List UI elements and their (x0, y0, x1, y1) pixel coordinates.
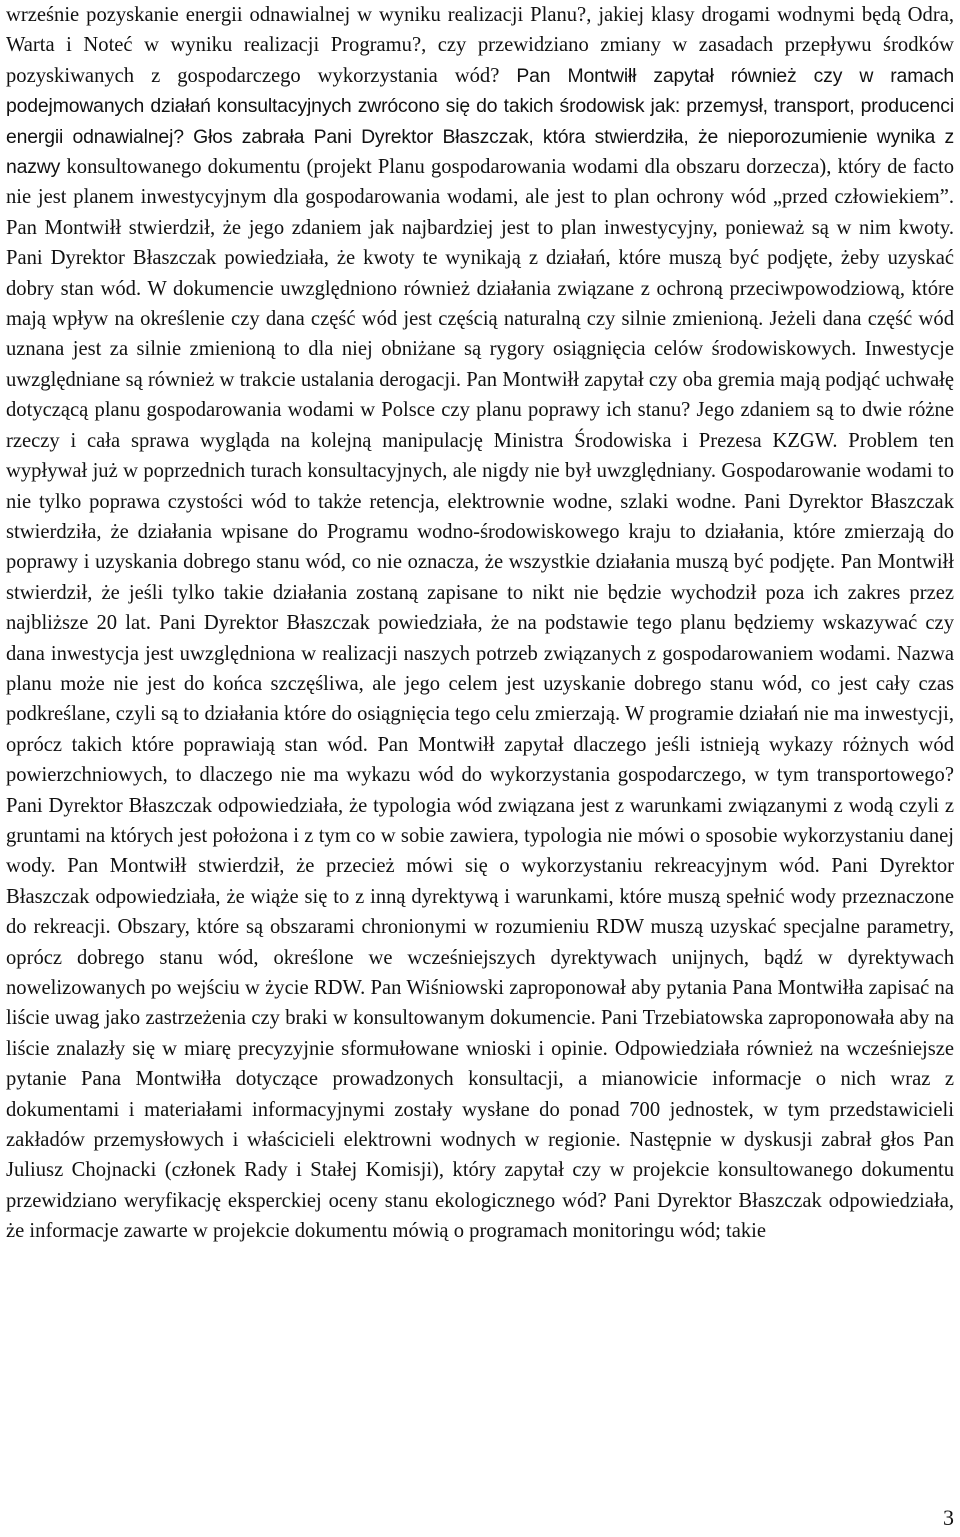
page-number: 3 (943, 1505, 954, 1530)
text-segment-intro: wrześnie pozyskanie energii odnawialnej w wyniku realizacji Planu?, jakiej klasy drogami wodnymi będą Odra, Warta i Noteć w wyniku realizacji Programu?, czy przewidziano zmiany w zasadach przepływu środków pozyskiwanych z gospodarczego wykorzystania wód? (6, 4, 954, 87)
paragraph (6, 0, 954, 1247)
text-segment-main: konsultowanego dokumentu (projekt Planu gospodarowania wodami dla obszaru dorzecza), który de facto nie jest planem inwestycyjnym dla gospodarowania wodami, ale jest to plan ochrony wód „przed człowiekiem”. Pan Montwiłł stwierdził, że jego zdaniem jak najbardziej jest to plan inwestycyjny, ponieważ są w nim kwoty. Pani Dyrektor Błaszczak powiedziała, że kwoty te wynikają z działań, które muszą być podjęte, żeby uzyskać dobry stan wód. W dokumencie uwzględniono również działania związane z ochroną przeciwpowodziową, które mają wpływ na określenie czy dana część wód jest częścią naturalną czy silnie zmienioną. Jeżeli dana część wód uznana jest za silnie zmienioną to dla niej obniżane są rygory osiągnięcia celów środowiskowych. Inwestycje uwzględniane są również w trakcie ustalania derogacji. Pan Montwiłł zapytał czy oba gremia mają podjąć uchwałę dotyczącą planu gospodarowania wodami w Polsce czy planu poprawy ich stanu? Jego zdaniem są to dwie różne rzeczy i cała sprawa wygląda na kolejną manipulację Ministra Środowiska i Prezesa KZGW. Problem ten wypływał już w poprzednich turach konsultacyjnych, ale nigdy nie był uwzględniany. Gospodarowanie wodami to nie tylko poprawa czystości wód to także retencja, elektrownie wodne, szlaki wodne. Pani Dyrektor Błaszczak stwierdziła, że działania wpisane do Programu wodno-środowiskowego kraju to działania, które zmierzają do poprawy i uzyskania dobrego stanu wód, co nie oznacza, że wszystkie działania muszą być podjęte. Pan Montwiłł stwierdził, że jeśli tylko takie działania zostaną zapisane to nikt nie będzie wychodził poza ich zakres przez najbliższe 20 lat. Pani Dyrektor Błaszczak powiedziała, że na podstawie tego planu będziemy wskazywać czy dana inwestycja jest uwzględniona w realizacji naszych potrzeb związanych z gospodarowaniem wodami. Nazwa planu może nie jest do końca szczęśliwa, ale jego celem jest uzyskanie dobrego stanu wód, co jest cały czas podkreślane, czyli są to działania które do osiągnięcia tego celu zmierzają. W programie działań nie ma inwestycji, oprócz takich które poprawiają stan wód. Pan Montwiłł zapytał dlaczego jeśli istnieją wykazy różnych wód powierzchniowych, to dlaczego nie ma wykazu wód do wykorzystania gospodarczego, w tym transportowego? Pani Dyrektor Błaszczak odpowiedziała, że typologia wód związana jest z warunkami związanymi z wodą czyli z gruntami na których jest położona i z tym co w sobie zawiera, typologia nie mówi o sposobie wykorzystaniu danej wody. Pan Montwiłł stwierdził, że przecież mówi się o wykorzystaniu rekreacyjnym wód. Pani Dyrektor Błaszczak odpowiedziała, że wiąże się to z inną dyrektywą i warunkami, które muszą spełnić wody przeznaczone do rekreacji. Obszary, które są obszarami chronionymi w rozumieniu RDW muszą uzyskać specjalne parametry, oprócz dobrego stanu wód, określone we wcześniejszych dyrektywach unijnych, bądź w dyrektywach nowelizowanych po wejściu w życie RDW. Pan Wiśniowski zaproponował aby pytania Pana Montwiłła zapisać na liście uwag jako zastrzeżenia czy braki w konsultowanym dokumencie. Pani Trzebiatowska zaproponowała aby na liście znalazły się w miarę precyzyjnie sformułowane wnioski i opinie. Odpowiedziała również na wcześniejsze pytanie Pana Montwiłła dotyczące prowadzonych konsultacji, a mianowicie informacje o nich wraz z dokumentami i materiałami informacyjnymi zostały wysłane do ponad 700 jednostek, w tym przedstawicieli zakładów przemysłowych i właścicieli elektrowni wodnych w regionie. Następnie w dyskusji zabrał głos Pan Juliusz Chojnacki (członek Rady i Stałej Komisji), który zapytał czy w projekcie konsultowanego dokumentu przewidziano weryfikację eksperckiej oceny stanu ekologicznego wód? Pani Dyrektor Błaszczak odpowiedziała, że informacje zawarte w projekcie dokumentu mówią o programach monitoringu wód; takie (6, 156, 955, 1243)
document-body (6, 0, 954, 1247)
text-segment-sans: Pan Montwiłł zapytał również czy w ramach podejmowanych działań konsultacyjnych zwrócono się do takich środowisk jak: przemysł, transport, producenci energii odnawialnej? Głos zabrała Pani Dyrektor Błaszczak, która stwierdziła, że nieporozumienie wynika z nazwy (6, 64, 955, 179)
